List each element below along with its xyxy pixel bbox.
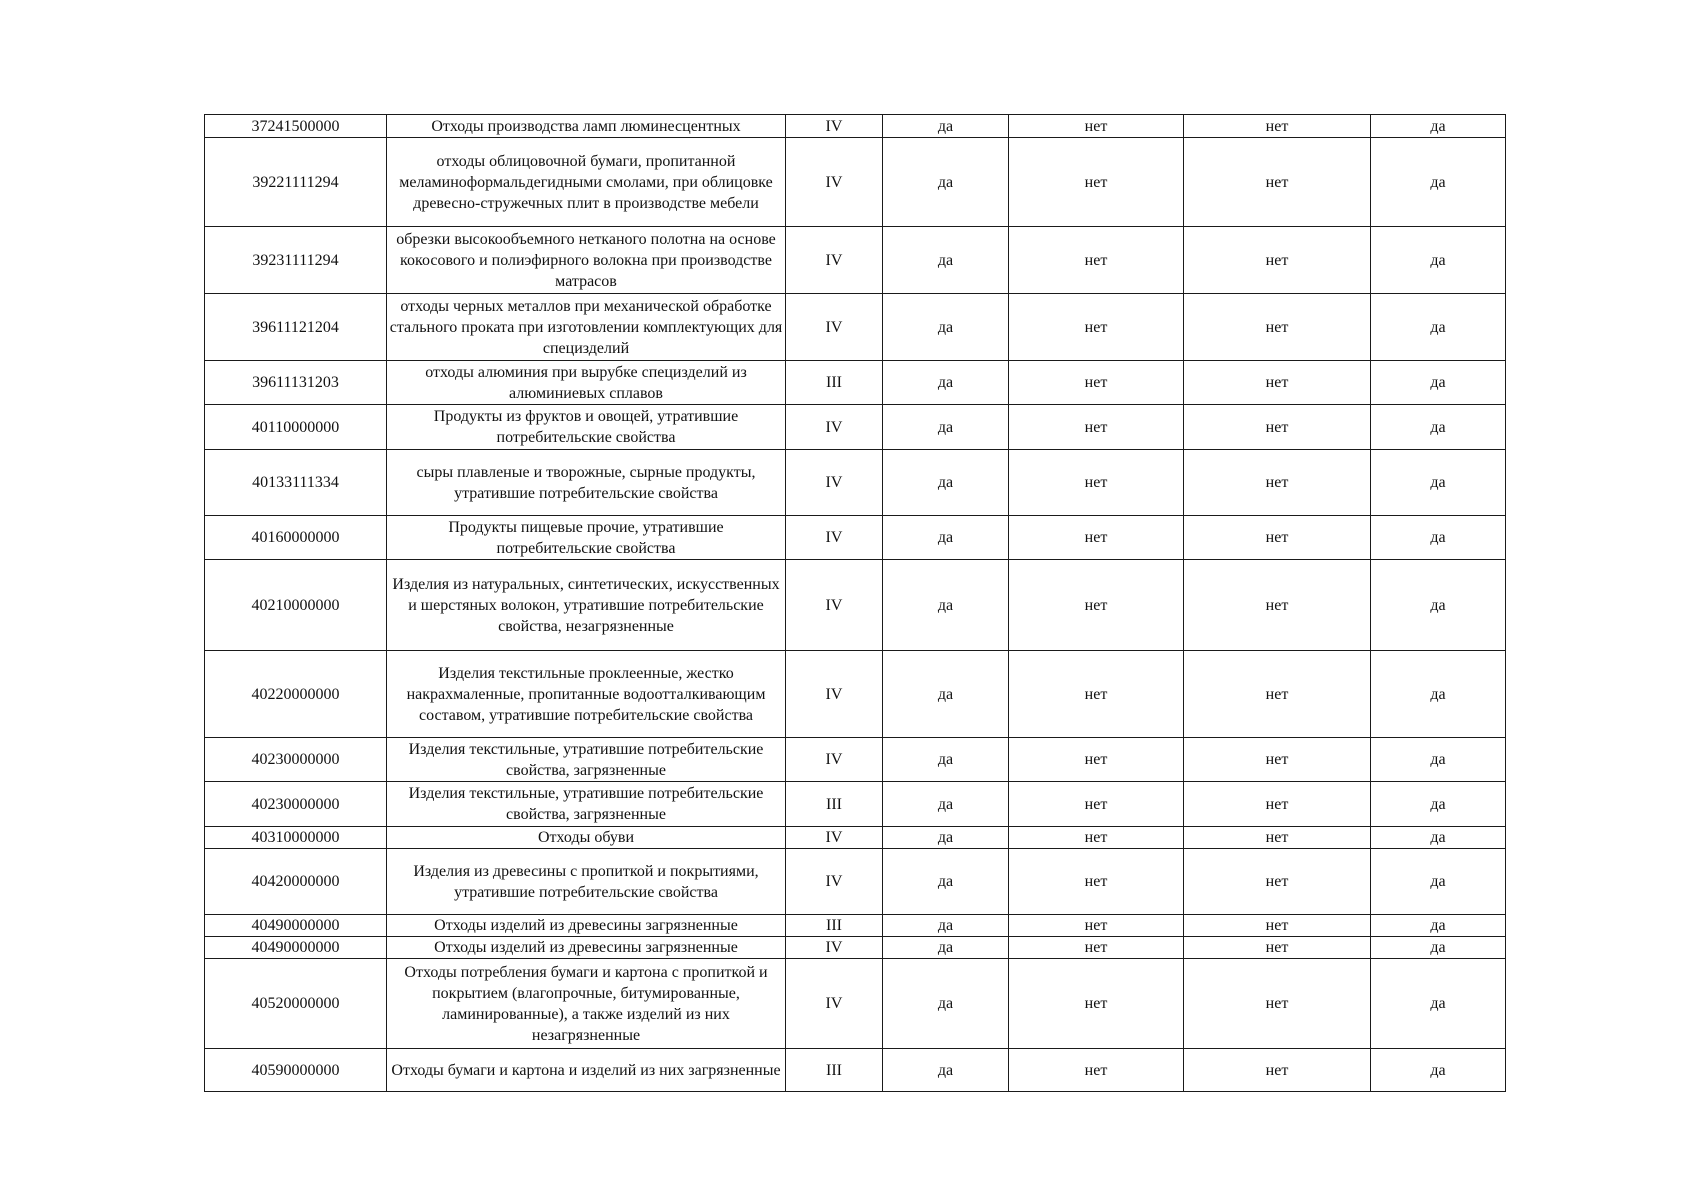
col7-value: да (1371, 294, 1506, 361)
waste-code: 39611121204 (205, 294, 387, 361)
hazard-class: III (786, 782, 883, 827)
waste-description: отходы облицовочной бумаги, пропитанной меламиноформальдегидными смолами, при облицовке древесно-стружечных плит в производстве мебели (387, 138, 786, 227)
hazard-class: IV (786, 294, 883, 361)
col6-value: нет (1184, 827, 1371, 849)
col5-value: нет (1009, 294, 1184, 361)
col6-value: нет (1184, 405, 1371, 450)
hazard-class: III (786, 361, 883, 405)
col7-value: да (1371, 959, 1506, 1049)
col4-value: да (883, 849, 1009, 915)
col4-value: да (883, 651, 1009, 738)
waste-description: обрезки высокообъемного нетканого полотна на основе кокосового и полиэфирного волокна при производстве матрасов (387, 227, 786, 294)
table-row (205, 738, 1506, 782)
col6-value: нет (1184, 560, 1371, 651)
col6-value: нет (1184, 849, 1371, 915)
col4-value: да (883, 450, 1009, 516)
table-row (205, 516, 1506, 560)
col4-value: да (883, 138, 1009, 227)
hazard-class: IV (786, 450, 883, 516)
table-row (205, 138, 1506, 227)
waste-code: 40490000000 (205, 937, 387, 959)
waste-code: 39231111294 (205, 227, 387, 294)
col6-value: нет (1184, 937, 1371, 959)
col4-value: да (883, 738, 1009, 782)
hazard-class: IV (786, 138, 883, 227)
waste-code: 40230000000 (205, 738, 387, 782)
col7-value: да (1371, 651, 1506, 738)
waste-code: 40230000000 (205, 782, 387, 827)
col7-value: да (1371, 560, 1506, 651)
col4-value: да (883, 294, 1009, 361)
waste-description: Продукты из фруктов и овощей, утратившие потребительские свойства (387, 405, 786, 450)
col4-value: да (883, 405, 1009, 450)
col5-value: нет (1009, 782, 1184, 827)
waste-description: отходы черных металлов при механической обработке стального проката при изготовлении комплектующих для специзделий (387, 294, 786, 361)
table-row (205, 450, 1506, 516)
col6-value: нет (1184, 516, 1371, 560)
col5-value: нет (1009, 937, 1184, 959)
col7-value: да (1371, 738, 1506, 782)
table-row (205, 227, 1506, 294)
waste-code: 40133111334 (205, 450, 387, 516)
hazard-class: IV (786, 849, 883, 915)
col6-value: нет (1184, 294, 1371, 361)
col6-value: нет (1184, 450, 1371, 516)
col7-value: да (1371, 915, 1506, 937)
waste-description: Отходы изделий из древесины загрязненные (387, 915, 786, 937)
col5-value: нет (1009, 560, 1184, 651)
col6-value: нет (1184, 651, 1371, 738)
col5-value: нет (1009, 827, 1184, 849)
hazard-class: IV (786, 405, 883, 450)
waste-description: Отходы изделий из древесины загрязненные (387, 937, 786, 959)
table-row (205, 959, 1506, 1049)
col7-value: да (1371, 405, 1506, 450)
col7-value: да (1371, 827, 1506, 849)
waste-code: 40310000000 (205, 827, 387, 849)
hazard-class: IV (786, 560, 883, 651)
col4-value: да (883, 782, 1009, 827)
waste-table (204, 114, 1506, 1092)
col5-value: нет (1009, 738, 1184, 782)
table-row (205, 1049, 1506, 1092)
col4-value: да (883, 1049, 1009, 1092)
col4-value: да (883, 915, 1009, 937)
waste-code: 40110000000 (205, 405, 387, 450)
hazard-class: IV (786, 937, 883, 959)
waste-code: 40590000000 (205, 1049, 387, 1092)
table-row (205, 651, 1506, 738)
table-row (205, 361, 1506, 405)
hazard-class: IV (786, 227, 883, 294)
waste-description: сыры плавленые и творожные, сырные продукты, утратившие потребительские свойства (387, 450, 786, 516)
hazard-class: IV (786, 738, 883, 782)
waste-description: Отходы обуви (387, 827, 786, 849)
col5-value: нет (1009, 361, 1184, 405)
col6-value: нет (1184, 115, 1371, 138)
waste-description: Отходы бумаги и картона и изделий из них загрязненные (387, 1049, 786, 1092)
col6-value: нет (1184, 782, 1371, 827)
hazard-class: IV (786, 959, 883, 1049)
waste-description: Отходы производства ламп люминесцентных (387, 115, 786, 138)
col4-value: да (883, 516, 1009, 560)
col5-value: нет (1009, 227, 1184, 294)
col4-value: да (883, 361, 1009, 405)
waste-description: отходы алюминия при вырубке специзделий из алюминиевых сплавов (387, 361, 786, 405)
waste-description: Изделия из натуральных, синтетических, искусственных и шерстяных волокон, утратившие потребительские свойства, незагрязненные (387, 560, 786, 651)
col4-value: да (883, 227, 1009, 294)
hazard-class: IV (786, 827, 883, 849)
table-row (205, 827, 1506, 849)
table-row (205, 115, 1506, 138)
col6-value: нет (1184, 361, 1371, 405)
waste-description: Продукты пищевые прочие, утратившие потребительские свойства (387, 516, 786, 560)
col7-value: да (1371, 1049, 1506, 1092)
waste-description: Изделия из древесины с пропиткой и покрытиями, утратившие потребительские свойства (387, 849, 786, 915)
waste-code: 40220000000 (205, 651, 387, 738)
col7-value: да (1371, 361, 1506, 405)
table-row (205, 560, 1506, 651)
waste-code: 39221111294 (205, 138, 387, 227)
table-row (205, 849, 1506, 915)
col5-value: нет (1009, 915, 1184, 937)
table-row (205, 915, 1506, 937)
col6-value: нет (1184, 915, 1371, 937)
col5-value: нет (1009, 1049, 1184, 1092)
col6-value: нет (1184, 227, 1371, 294)
col4-value: да (883, 560, 1009, 651)
waste-description: Изделия текстильные, утратившие потребительские свойства, загрязненные (387, 782, 786, 827)
col7-value: да (1371, 450, 1506, 516)
col5-value: нет (1009, 516, 1184, 560)
col6-value: нет (1184, 138, 1371, 227)
col7-value: да (1371, 849, 1506, 915)
hazard-class: IV (786, 516, 883, 560)
hazard-class: III (786, 1049, 883, 1092)
col7-value: да (1371, 138, 1506, 227)
col4-value: да (883, 827, 1009, 849)
col7-value: да (1371, 227, 1506, 294)
col5-value: нет (1009, 450, 1184, 516)
hazard-class: IV (786, 651, 883, 738)
col4-value: да (883, 959, 1009, 1049)
waste-code: 40420000000 (205, 849, 387, 915)
col5-value: нет (1009, 115, 1184, 138)
waste-code: 40160000000 (205, 516, 387, 560)
col6-value: нет (1184, 1049, 1371, 1092)
col5-value: нет (1009, 405, 1184, 450)
waste-description: Отходы потребления бумаги и картона с пропиткой и покрытием (влагопрочные, битумированные, ламинированные), а также изделий из них незагрязненные (387, 959, 786, 1049)
table-row (205, 782, 1506, 827)
hazard-class: IV (786, 115, 883, 138)
col4-value: да (883, 937, 1009, 959)
waste-code: 40210000000 (205, 560, 387, 651)
col4-value: да (883, 115, 1009, 138)
table-row (205, 937, 1506, 959)
waste-code: 37241500000 (205, 115, 387, 138)
waste-code: 40520000000 (205, 959, 387, 1049)
waste-code: 40490000000 (205, 915, 387, 937)
waste-description: Изделия текстильные, утратившие потребительские свойства, загрязненные (387, 738, 786, 782)
col7-value: да (1371, 516, 1506, 560)
col6-value: нет (1184, 738, 1371, 782)
col5-value: нет (1009, 849, 1184, 915)
table-row (205, 405, 1506, 450)
hazard-class: III (786, 915, 883, 937)
waste-code: 39611131203 (205, 361, 387, 405)
col7-value: да (1371, 937, 1506, 959)
table-row (205, 294, 1506, 361)
col7-value: да (1371, 115, 1506, 138)
col5-value: нет (1009, 651, 1184, 738)
col6-value: нет (1184, 959, 1371, 1049)
col5-value: нет (1009, 138, 1184, 227)
col5-value: нет (1009, 959, 1184, 1049)
col7-value: да (1371, 782, 1506, 827)
waste-description: Изделия текстильные проклеенные, жестко накрахмаленные, пропитанные водоотталкивающим составом, утратившие потребительские свойства (387, 651, 786, 738)
